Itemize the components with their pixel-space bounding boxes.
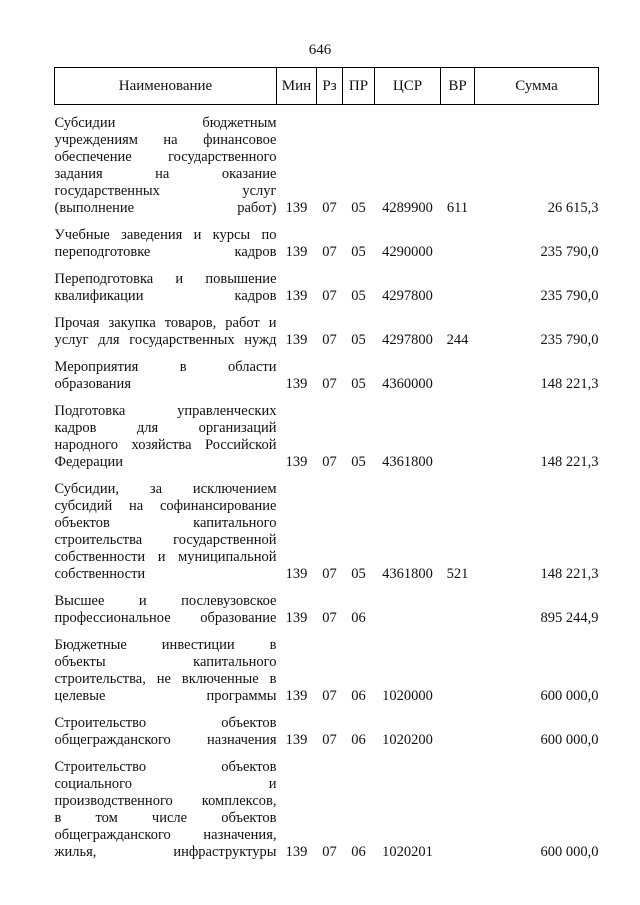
row-sum: 235 790,0 [540,288,599,304]
spacer-cell [343,749,375,759]
row-rz: 07 [322,610,337,626]
row-min: 139 [285,332,308,348]
row-name-line: объектов капитального [54,515,277,531]
row-rz: 07 [322,454,337,470]
spacer-cell [317,749,343,759]
column-header-min: Мин [277,68,317,105]
spacer-cell [475,749,599,759]
table-row [55,315,599,349]
row-csr: 1020000 [382,688,433,704]
row-vr [441,271,475,305]
page-number: 646 [308,42,332,58]
row-spacer [55,705,599,715]
row-min: 139 [285,244,308,260]
spacer-cell [55,349,277,359]
spacer-cell [317,261,343,271]
spacer-cell [55,305,277,315]
row-name-line: Учебные заведения и курсы по [54,227,277,243]
spacer-cell [441,705,475,715]
row-pr: 05 [351,566,366,582]
row-name-line: квалификации кадров [54,288,277,304]
spacer-cell [343,583,375,593]
row-csr: 4360000 [382,376,433,392]
row-name-line: субсидий на софинансирование [54,498,277,514]
spacer-cell [343,261,375,271]
row-min: 139 [285,610,308,626]
row-sum: 235 790,0 [540,244,599,260]
row-name-line: государственных услуг [54,183,277,199]
spacer-cell [475,261,599,271]
spacer-cell [475,349,599,359]
row-min: 139 [285,566,308,582]
spacer-cell [277,749,317,759]
spacer-cell [475,305,599,315]
spacer-cell [375,749,441,759]
spacer-cell [375,471,441,481]
spacer-cell [343,393,375,403]
row-name [55,359,277,393]
row-vr [441,403,475,471]
spacer-cell [277,349,317,359]
spacer-cell [55,471,277,481]
budget-table [54,67,599,861]
row-name-line: собственности и муниципальной [54,549,277,565]
row-name [55,315,277,349]
row-min: 139 [285,454,308,470]
table-row [55,271,599,305]
row-pr: 05 [351,332,366,348]
row-name-line: профессиональное образование [54,610,277,626]
spacer-cell [277,471,317,481]
spacer-cell [475,471,599,481]
row-name-line: Строительство объектов [54,759,277,775]
row-sum: 148 221,3 [540,376,599,392]
row-csr: 4289900 [382,200,433,216]
row-name-line: Переподготовка и повышение [54,271,277,287]
column-header-csr: ЦСР [375,68,441,105]
row-csr: 1020201 [382,844,433,860]
row-rz: 07 [322,566,337,582]
row-name-line: (выполнение работ) [54,200,277,216]
row-name [55,715,277,749]
row-name-line: Мероприятия в области [54,359,277,375]
table-row [55,637,599,705]
row-vr: 611 [446,200,469,216]
spacer-cell [375,705,441,715]
row-name-line: жилья, инфраструктуры [54,844,277,860]
spacer-cell [475,705,599,715]
spacer-cell [375,105,441,116]
row-name-line: строительства государственной [54,532,277,548]
row-pr: 06 [351,688,366,704]
spacer-cell [317,627,343,637]
spacer-cell [277,217,317,227]
spacer-cell [317,705,343,715]
row-name-line: Строительство объектов [54,715,277,731]
spacer-cell [317,349,343,359]
row-name-line: услуг для государственных нужд [54,332,277,348]
table-row [55,115,599,217]
row-rz: 07 [322,288,337,304]
row-name-line: учреждениям на финансовое [54,132,277,148]
table-row [55,227,599,261]
row-rz: 07 [322,244,337,260]
row-pr: 05 [351,454,366,470]
row-name [55,227,277,261]
row-name-line: производственного комплексов, [54,793,277,809]
row-name-line: Высшее и послевузовское [54,593,277,609]
row-sum: 600 000,0 [540,688,599,704]
table-row [55,759,599,861]
spacer-cell [317,305,343,315]
spacer-cell [277,627,317,637]
spacer-cell [277,105,317,116]
row-spacer [55,261,599,271]
row-csr: 4297800 [382,332,433,348]
spacer-cell [343,105,375,116]
spacer-cell [343,349,375,359]
spacer-cell [475,105,599,116]
spacer-cell [375,583,441,593]
spacer-cell [343,471,375,481]
row-vr: 521 [446,566,469,582]
spacer-cell [343,627,375,637]
row-name-line: целевые программы [54,688,277,704]
spacer-cell [343,705,375,715]
row-name-line: обеспечение государственного [54,149,277,165]
row-spacer [55,627,599,637]
table-row [55,593,599,627]
row-name [55,593,277,627]
row-csr [375,593,441,627]
row-min: 139 [285,732,308,748]
column-header-vr: ВР [441,68,475,105]
spacer-cell [55,217,277,227]
table-row [55,403,599,471]
row-pr: 05 [351,200,366,216]
row-name-line: Субсидии бюджетным [54,115,277,131]
row-sum: 600 000,0 [540,844,599,860]
row-min: 139 [285,288,308,304]
spacer-cell [317,471,343,481]
row-vr [441,359,475,393]
spacer-cell [277,705,317,715]
row-min: 139 [285,200,308,216]
row-vr: 244 [446,332,469,348]
column-header-pr: ПР [343,68,375,105]
row-rz: 07 [322,332,337,348]
row-name-line: образования [54,376,131,392]
table-body [55,105,599,862]
row-spacer [55,305,599,315]
spacer-cell [375,627,441,637]
table-row [55,715,599,749]
row-spacer [55,583,599,593]
row-rz: 07 [322,688,337,704]
row-vr [441,593,475,627]
row-rz: 07 [322,376,337,392]
row-vr [441,227,475,261]
row-name-line: общегражданского назначения, [54,827,277,843]
row-name-line: строительства, не включенные в [54,671,277,687]
spacer-cell [475,217,599,227]
row-name-line: социального и [54,776,277,792]
row-min: 139 [285,844,308,860]
row-vr [441,637,475,705]
column-header-name: Наименование [55,68,277,105]
row-name-line: Субсидии, за исключением [54,481,277,497]
row-sum: 148 221,3 [540,454,599,470]
spacer-cell [55,705,277,715]
spacer-cell [317,393,343,403]
row-pr: 05 [351,244,366,260]
spacer-cell [441,627,475,637]
row-name-line: Бюджетные инвестиции в [54,637,277,653]
column-header-rz: Рз [317,68,343,105]
spacer-cell [375,393,441,403]
table-row [55,481,599,583]
spacer-cell [343,305,375,315]
row-pr: 05 [351,288,366,304]
spacer-cell [375,349,441,359]
row-pr: 06 [351,844,366,860]
row-spacer [55,471,599,481]
row-sum: 600 000,0 [540,732,599,748]
row-min: 139 [285,376,308,392]
row-csr: 1020200 [382,732,433,748]
spacer-cell [441,393,475,403]
row-pr: 06 [351,610,366,626]
row-sum: 895 244,9 [540,610,599,626]
row-name [55,481,277,583]
table-header-row [55,68,599,105]
row-name-line: кадров для организаций [54,420,277,436]
row-name-line: Подготовка управленческих [54,403,277,419]
spacer-cell [277,261,317,271]
row-name-line: переподготовке кадров [54,244,277,260]
row-name-line: собственности [54,566,146,582]
row-rz: 07 [322,844,337,860]
row-name [55,271,277,305]
row-name-line: общегражданского назначения [54,732,277,748]
row-sum: 235 790,0 [540,332,599,348]
spacer-cell [277,583,317,593]
spacer-cell [55,627,277,637]
spacer-cell [441,583,475,593]
row-pr: 06 [351,732,366,748]
spacer-cell [375,217,441,227]
spacer-cell [375,261,441,271]
row-rz: 07 [322,732,337,748]
spacer-cell [317,105,343,116]
spacer-cell [475,393,599,403]
spacer-cell [441,217,475,227]
spacer-cell [475,583,599,593]
row-name [55,759,277,861]
row-csr: 4297800 [382,288,433,304]
row-spacer [55,749,599,759]
row-name-line: народного хозяйства Российской [54,437,277,453]
spacer-cell [441,105,475,116]
spacer-cell [55,393,277,403]
spacer-cell [441,261,475,271]
row-name [55,403,277,471]
spacer-cell [475,627,599,637]
table-row [55,359,599,393]
spacer-cell [441,305,475,315]
row-spacer [55,393,599,403]
row-name [55,637,277,705]
spacer-cell [55,583,277,593]
row-name-line: в том числе объектов [54,810,277,826]
spacer-cell [441,749,475,759]
spacer-cell [317,217,343,227]
spacer-cell [441,349,475,359]
row-name-line: Федерации [54,454,123,470]
row-name-line: объекты капитального [54,654,277,670]
row-name [55,115,277,217]
row-csr: 4361800 [382,566,433,582]
row-rz: 07 [322,200,337,216]
spacer-cell [55,749,277,759]
column-header-sum: Сумма [475,68,599,105]
row-name-line: задания на оказание [54,166,277,182]
row-csr: 4290000 [382,244,433,260]
row-spacer [55,217,599,227]
row-pr: 05 [351,376,366,392]
row-vr [441,759,475,861]
row-csr: 4361800 [382,454,433,470]
row-sum: 148 221,3 [540,566,599,582]
spacer-cell [55,261,277,271]
row-spacer [55,105,599,116]
spacer-cell [343,217,375,227]
row-vr [441,715,475,749]
row-spacer [55,349,599,359]
spacer-cell [55,105,277,116]
spacer-cell [375,305,441,315]
row-min: 139 [285,688,308,704]
spacer-cell [277,305,317,315]
spacer-cell [317,583,343,593]
spacer-cell [441,471,475,481]
row-name-line: Прочая закупка товаров, работ и [54,315,277,331]
row-sum: 26 615,3 [547,200,599,216]
spacer-cell [277,393,317,403]
